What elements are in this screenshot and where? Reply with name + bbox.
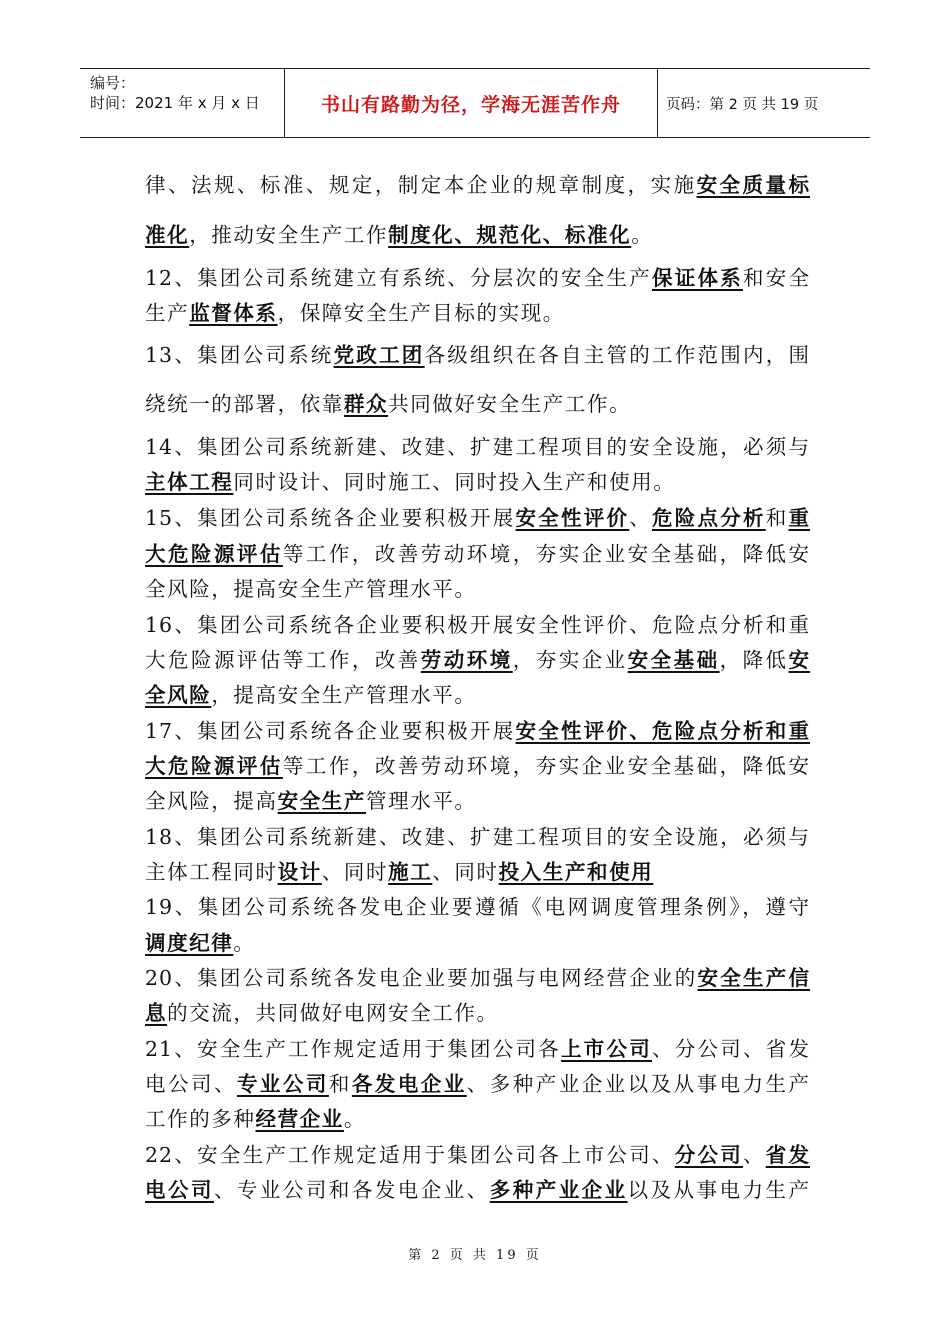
text-line	[145, 221, 810, 249]
underlined-keyword: 投入生产和使用	[498, 860, 654, 884]
text-segment: 同时设计、同时施工、同时投入生产和使用。	[233, 470, 676, 494]
text-line	[145, 1141, 810, 1169]
underlined-keyword: 专业公司	[236, 1072, 329, 1096]
text-line	[145, 1035, 810, 1063]
text-segment: 。	[631, 223, 654, 247]
text-line	[145, 858, 810, 886]
document-number-label: 编号：	[90, 74, 136, 92]
text-segment: 等工作，改善劳动环境，夯实企业安全基础，降低安	[282, 754, 811, 778]
text-segment: 和	[765, 506, 789, 530]
underlined-keyword: 经营企业	[255, 1107, 344, 1131]
text-segment: 15、集团公司系统各企业要积极开展	[145, 506, 516, 530]
text-segment: ，提高安全生产管理水平。	[211, 683, 477, 707]
text-segment: 22、安全生产工作规定适用于集团公司各上市公司、	[145, 1143, 675, 1167]
underlined-keyword: 群众	[343, 392, 389, 416]
text-segment: 律、法规、标准、规定，制定本企业的规章制度，实施	[145, 173, 697, 197]
text-segment: 全风险，提高安全生产管理水平。	[145, 577, 477, 601]
underlined-keyword: 各发电企业	[351, 1072, 467, 1096]
text-segment: 、同时	[321, 860, 389, 884]
text-line	[145, 504, 810, 532]
underlined-keyword: 大危险源评估	[145, 754, 283, 778]
underlined-keyword: 安全基础	[627, 648, 720, 672]
text-line	[145, 999, 810, 1027]
text-segment: 全风险，提高	[145, 789, 278, 813]
underlined-keyword: 息	[145, 1001, 168, 1025]
text-segment: 、同时	[432, 860, 499, 884]
text-line	[145, 468, 810, 496]
underlined-keyword: 党政工团	[333, 343, 425, 367]
underlined-keyword: 设计	[277, 860, 322, 884]
underlined-keyword: 安全性评价、危险点分析和重	[515, 719, 810, 743]
text-line	[145, 540, 810, 568]
text-segment: 和	[328, 1072, 352, 1096]
text-segment: 等工作，改善劳动环境，夯实企业安全基础，降低安	[282, 542, 811, 566]
text-segment: 、	[743, 1143, 766, 1167]
underlined-keyword: 安	[788, 648, 811, 672]
underlined-keyword: 保证体系	[652, 266, 744, 290]
text-segment: 的交流，共同做好电网安全工作。	[167, 1001, 499, 1025]
text-segment: 大危险源评估等工作，改善	[145, 648, 421, 672]
text-line	[145, 390, 810, 418]
underlined-keyword: 准化	[145, 223, 190, 247]
page-footer: 第 2 页 共 19 页	[408, 1248, 542, 1263]
underlined-keyword: 大危险源评估	[145, 542, 283, 566]
text-segment: 管理水平。	[366, 789, 477, 813]
underlined-keyword: 上市公司	[561, 1037, 653, 1061]
text-segment: 12、集团公司系统建立有系统、分层次的安全生产	[145, 266, 653, 290]
header-page-info: 页码：第 2 页 共 19 页	[666, 96, 819, 113]
underlined-keyword: 制度化、规范化、标准化	[388, 223, 632, 247]
text-line	[145, 717, 810, 745]
text-segment: 20、集团公司系统各发电企业要加强与电网经营企业的	[145, 966, 698, 990]
text-segment: 、专业公司和各发电企业、	[213, 1178, 490, 1202]
header-motto: 书山有路勤为径，学海无涯苦作舟	[285, 69, 658, 137]
text-segment: 生产	[145, 301, 190, 325]
text-segment: ，推动安全生产工作	[189, 223, 389, 247]
underlined-keyword: 调度纪律	[145, 931, 234, 955]
text-segment: 。	[343, 1107, 367, 1131]
text-segment: 各级组织在各自主管的工作范围内，围	[424, 343, 811, 367]
underlined-keyword: 全风险	[145, 683, 212, 707]
page-header	[80, 68, 870, 138]
underlined-keyword: 省发	[765, 1143, 811, 1167]
underlined-keyword: 劳动环境	[420, 648, 513, 672]
underlined-keyword: 主体工程	[145, 470, 234, 494]
header-meta	[80, 69, 285, 137]
text-line	[145, 1105, 810, 1133]
text-line	[145, 171, 810, 199]
underlined-keyword: 安全生产	[277, 789, 367, 813]
text-segment: 14、集团公司系统新建、改建、扩建工程项目的安全设施，必须与	[145, 435, 810, 459]
text-segment: 电公司、	[145, 1072, 237, 1096]
underlined-keyword: 危险点分析	[652, 506, 766, 530]
text-line	[145, 681, 810, 709]
text-line	[145, 787, 810, 815]
text-segment: 主体工程同时	[145, 860, 278, 884]
text-line	[145, 1176, 810, 1204]
underlined-keyword: 安全生产信	[697, 966, 811, 990]
text-segment: 、多种产业企业以及从事电力生产	[466, 1072, 811, 1096]
text-line	[145, 964, 810, 992]
underlined-keyword: 电公司	[145, 1178, 214, 1202]
text-segment: 。	[233, 931, 256, 955]
text-segment: 16、集团公司系统各企业要积极开展安全性评价、危险点分析和重	[145, 613, 810, 637]
text-line	[145, 929, 810, 957]
text-segment: 17、集团公司系统各企业要积极开展	[145, 719, 516, 743]
underlined-keyword: 多种产业企业	[489, 1178, 628, 1202]
text-segment: 绕统一的部署，依靠	[145, 392, 344, 416]
text-segment: 18、集团公司系统新建、改建、扩建工程项目的安全设施，必须与	[145, 825, 810, 849]
text-segment: 13、集团公司系统	[145, 343, 334, 367]
document-time-label: 时间：2021 年 x 月 x 日	[90, 94, 260, 112]
text-segment: 、分公司、省发	[652, 1037, 811, 1061]
text-line	[145, 611, 810, 639]
text-line	[145, 1070, 810, 1098]
text-segment: 共同做好安全生产工作。	[388, 392, 632, 416]
text-segment: 工作的多种	[145, 1107, 256, 1131]
text-segment: ，降低	[719, 648, 789, 672]
underlined-keyword: 安全质量标	[696, 173, 811, 197]
text-line	[145, 264, 810, 292]
underlined-keyword: 安全性评价	[515, 506, 630, 530]
text-segment: ，保障安全生产目标的实现。	[277, 301, 565, 325]
text-line	[145, 752, 810, 780]
text-segment: 以及从事电力生产	[627, 1178, 811, 1202]
text-line	[145, 823, 810, 851]
text-segment: 19、集团公司系统各发电企业要遵循《电网调度管理条例》，遵守	[145, 895, 810, 919]
underlined-keyword: 重	[788, 506, 810, 530]
underlined-keyword: 施工	[388, 860, 433, 884]
text-segment: 21、安全生产工作规定适用于集团公司各	[145, 1037, 562, 1061]
underlined-keyword: 监督体系	[189, 301, 278, 325]
text-line	[145, 299, 810, 327]
text-segment: 、	[629, 506, 653, 530]
text-line	[145, 341, 810, 369]
text-line	[145, 575, 810, 603]
text-line	[145, 893, 810, 921]
text-line	[145, 646, 810, 674]
text-segment: 和安全	[743, 266, 811, 290]
underlined-keyword: 分公司	[674, 1143, 744, 1167]
text-segment: ，夯实企业	[512, 648, 628, 672]
text-line	[145, 433, 810, 461]
